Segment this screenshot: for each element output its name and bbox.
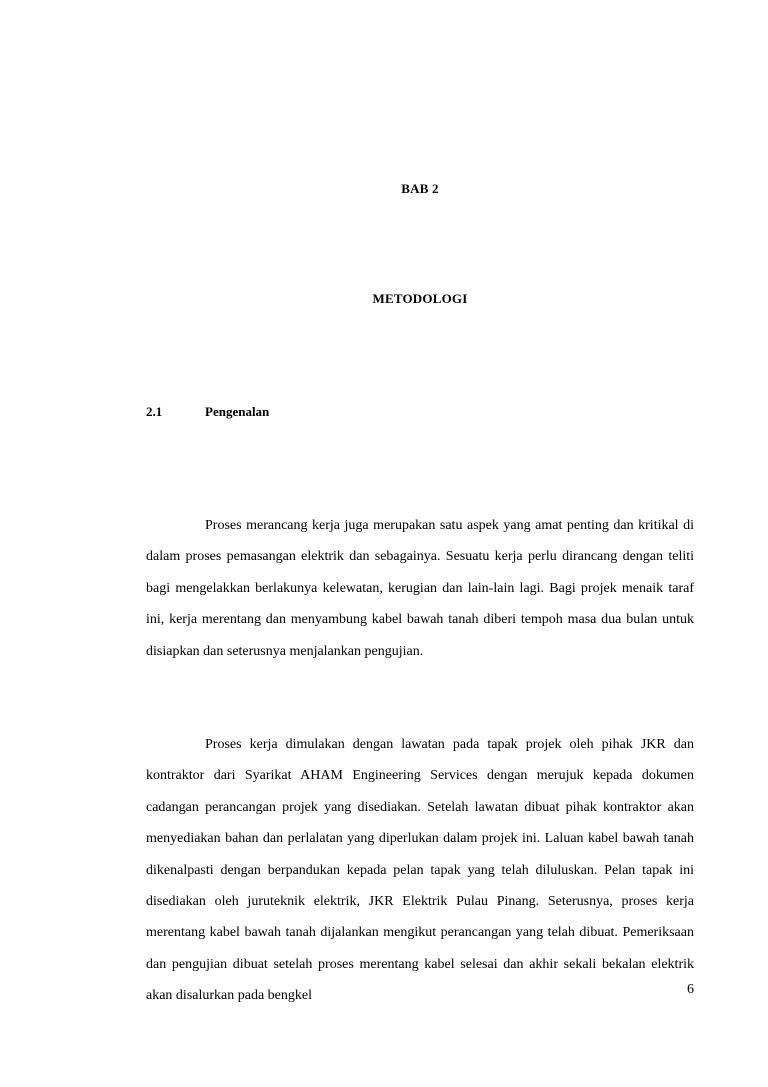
chapter-label: BAB 2 [401,181,439,196]
paragraph-1 [146,510,694,667]
page-number: 6 [687,982,694,997]
paragraph-2-text: Proses kerja dimulakan dengan lawatan pada tapak projek oleh pihak JKR dan kontraktor dari Syarikat AHAM Engineering Services dengan merujuk kepada dokumen cadangan perancangan projek yang disediakan. Setelah lawatan dibuat pihak kontraktor akan menyediakan bahan dan perlalatan yang diperlukan dalam projek ini. Laluan kabel bawah tanah dikenalpasti dengan berpandukan kepada pelan tapak yang telah diluluskan. Pelan tapak ini disediakan oleh juruteknik elektrik, JKR Elektrik Pulau Pinang. Seterusnya, proses kerja merentang kabel bawah tanah dijalankan mengikut perancangan yang telah dibuat. Pemeriksaan dan pengujian dibuat setelah proses merentang kabel selesai dan akhir sekali bekalan elektrik akan disalurkan pada bengkel [146,737,694,1004]
chapter-title: METODOLOGI [372,291,468,306]
paragraph-1-text: Proses merancang kerja juga merupakan satu aspek yang amat penting dan kritikal di dalam proses pemasangan elektrik dan sebagainya. Sesuatu kerja perlu dirancang dengan teliti bagi mengelakkan berlakunya kelewatan, kerugian dan lain-lain lagi. Bagi projek menaik taraf ini, kerja merentang dan menyambung kabel bawah tanah diberi tempoh masa dua bulan untuk disiapkan dan seterusnya menjalankan pengujian. [146,518,694,659]
paragraph-2 [146,729,694,1012]
section-title: Pengenalan [205,404,270,419]
section-heading [146,404,269,420]
section-number: 2.1 [146,404,163,419]
